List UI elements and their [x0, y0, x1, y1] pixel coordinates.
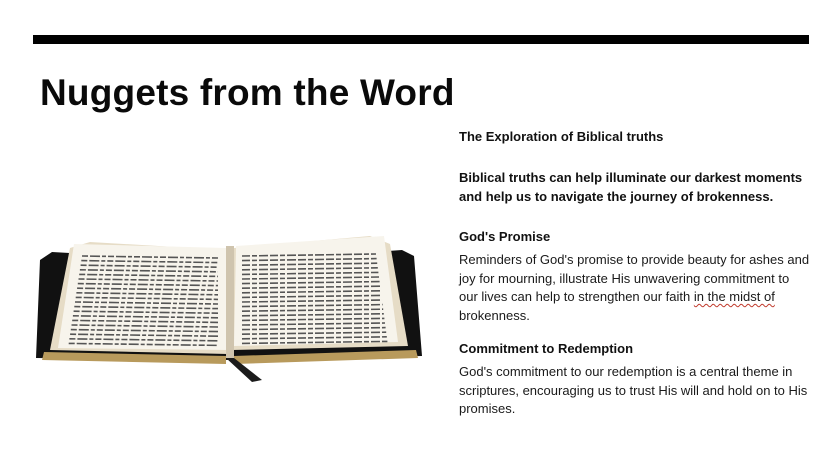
section-heading-gods-promise: God's Promise [459, 229, 551, 244]
section-heading-redemption: Commitment to Redemption [459, 341, 634, 356]
open-bible-image [30, 222, 426, 382]
section-body-text: Reminders of God's promise to provide beauty for ashes and joy for mourning, illustrate His unwavering commitment to our lives can help to strengthen our faith [459, 252, 810, 304]
top-rule [33, 35, 809, 44]
slide-title: Nuggets from the Word [40, 72, 455, 113]
slide-subtitle: The Exploration of Biblical truths [459, 129, 664, 144]
section-body-gods-promise [459, 251, 811, 325]
section-body-redemption: God's commitment to our redemption is a central theme in scriptures, encouraging us to trust His will and hold on to His promises. [459, 364, 808, 416]
content-column [459, 128, 811, 419]
spellcheck-flagged-text[interactable]: in the midst of [693, 289, 775, 304]
section-body-end: brokenness. [459, 307, 530, 323]
lead-statement: Biblical truths can help illuminate our darkest moments and help us to navigate the journey of brokenness. [459, 170, 803, 204]
